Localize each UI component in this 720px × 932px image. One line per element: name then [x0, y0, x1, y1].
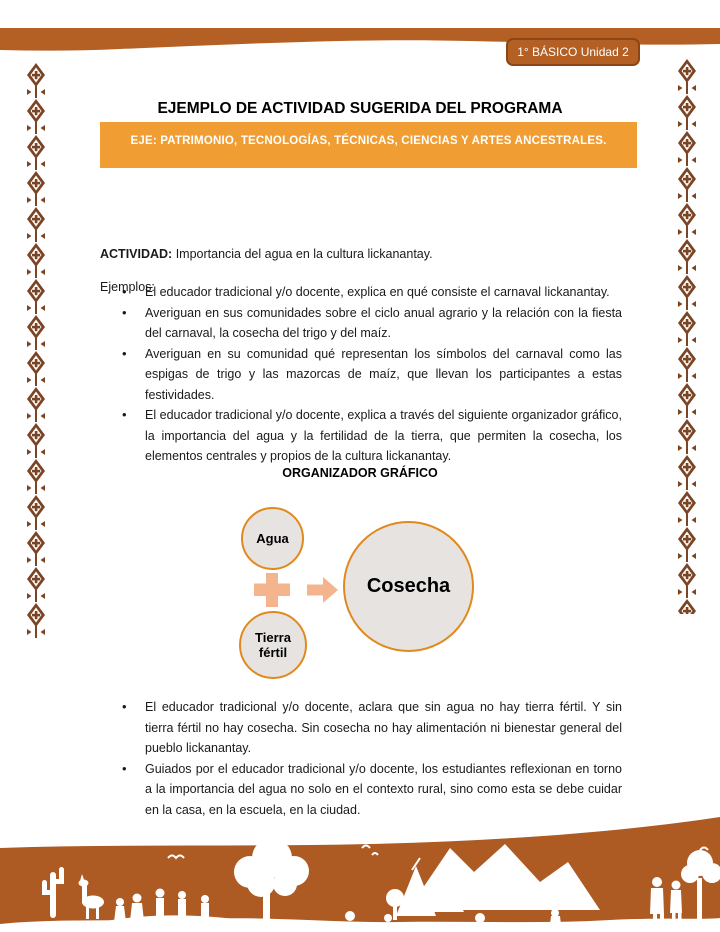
activity-text: Importancia del agua en la cultura lickanantay. [172, 246, 433, 261]
diagram-node-tierra-fertil-label: Tierra fértil [255, 630, 291, 660]
eje-banner-label: EJE: PATRIMONIO, TECNOLOGÍAS, TÉCNICAS, CIENCIAS Y ARTES ANCESTRALES. [130, 135, 607, 147]
closing-bullet: • Guiados por el educador tradicional y/o docente, los estudiantes reflexionan en torno a la importancia del agua no solo en el contexto rural, sino como esta se debe cuidar en la casa, en la escuela, en la ciudad. [100, 759, 622, 821]
footer-landscape-artwork [0, 810, 720, 932]
diagram-node-cosecha-label: Cosecha [366, 575, 451, 597]
example-bullet: • Averiguan en sus comunidades sobre el ciclo anual agrario y la relación con la fiesta del carnaval, la cosecha del trigo y del maíz. [100, 303, 622, 344]
diagram-node-agua-label: Agua [256, 531, 289, 546]
organizer-title: ORGANIZADOR GRÁFICO [282, 466, 438, 480]
right-arrow-icon [307, 577, 338, 603]
examples-label: Ejemplos: [100, 279, 155, 294]
activity-line [100, 244, 622, 265]
andean-pattern-strip-right [676, 58, 698, 614]
diagram-node-agua [241, 507, 304, 570]
closing-bullet: • El educador tradicional y/o docente, aclara que sin agua no hay tierra fértil. Y sin tierra fértil no hay cosecha. Sin cosecha no hay alimentación ni bienestar general del pueblo lickanantay. [100, 697, 622, 759]
example-bullet: • El educador tradicional y/o docente, explica a través del siguiente organizador gráfico, la importancia del agua y la fertilidad de la tierra, que permiten la cosecha, los elementos centrales y propios de la cultura lickanantay. [100, 405, 622, 467]
plus-icon [254, 573, 290, 607]
diagram-node-cosecha [343, 521, 474, 652]
activity-label: ACTIVIDAD: [100, 246, 173, 261]
unit-badge-label: 1° BÁSICO Unidad 2 [517, 45, 629, 59]
page-title: EJEMPLO DE ACTIVIDAD SUGERIDA DEL PROGRAMA [157, 100, 563, 118]
andean-pattern-strip-left [25, 62, 47, 638]
examples-list [100, 282, 622, 467]
example-bullet: • El educador tradicional y/o docente, explica en qué consiste el carnaval lickanantay. [100, 282, 622, 303]
eje-banner [100, 122, 637, 168]
example-bullet: • Averiguan en su comunidad qué representan los símbolos del carnaval como las espigas de trigo y las mazorcas de maíz, que llevan los participantes a estas festividades. [100, 344, 622, 406]
diagram-node-tierra-fertil [239, 611, 307, 679]
unit-badge [506, 38, 640, 66]
closing-list [100, 697, 622, 820]
